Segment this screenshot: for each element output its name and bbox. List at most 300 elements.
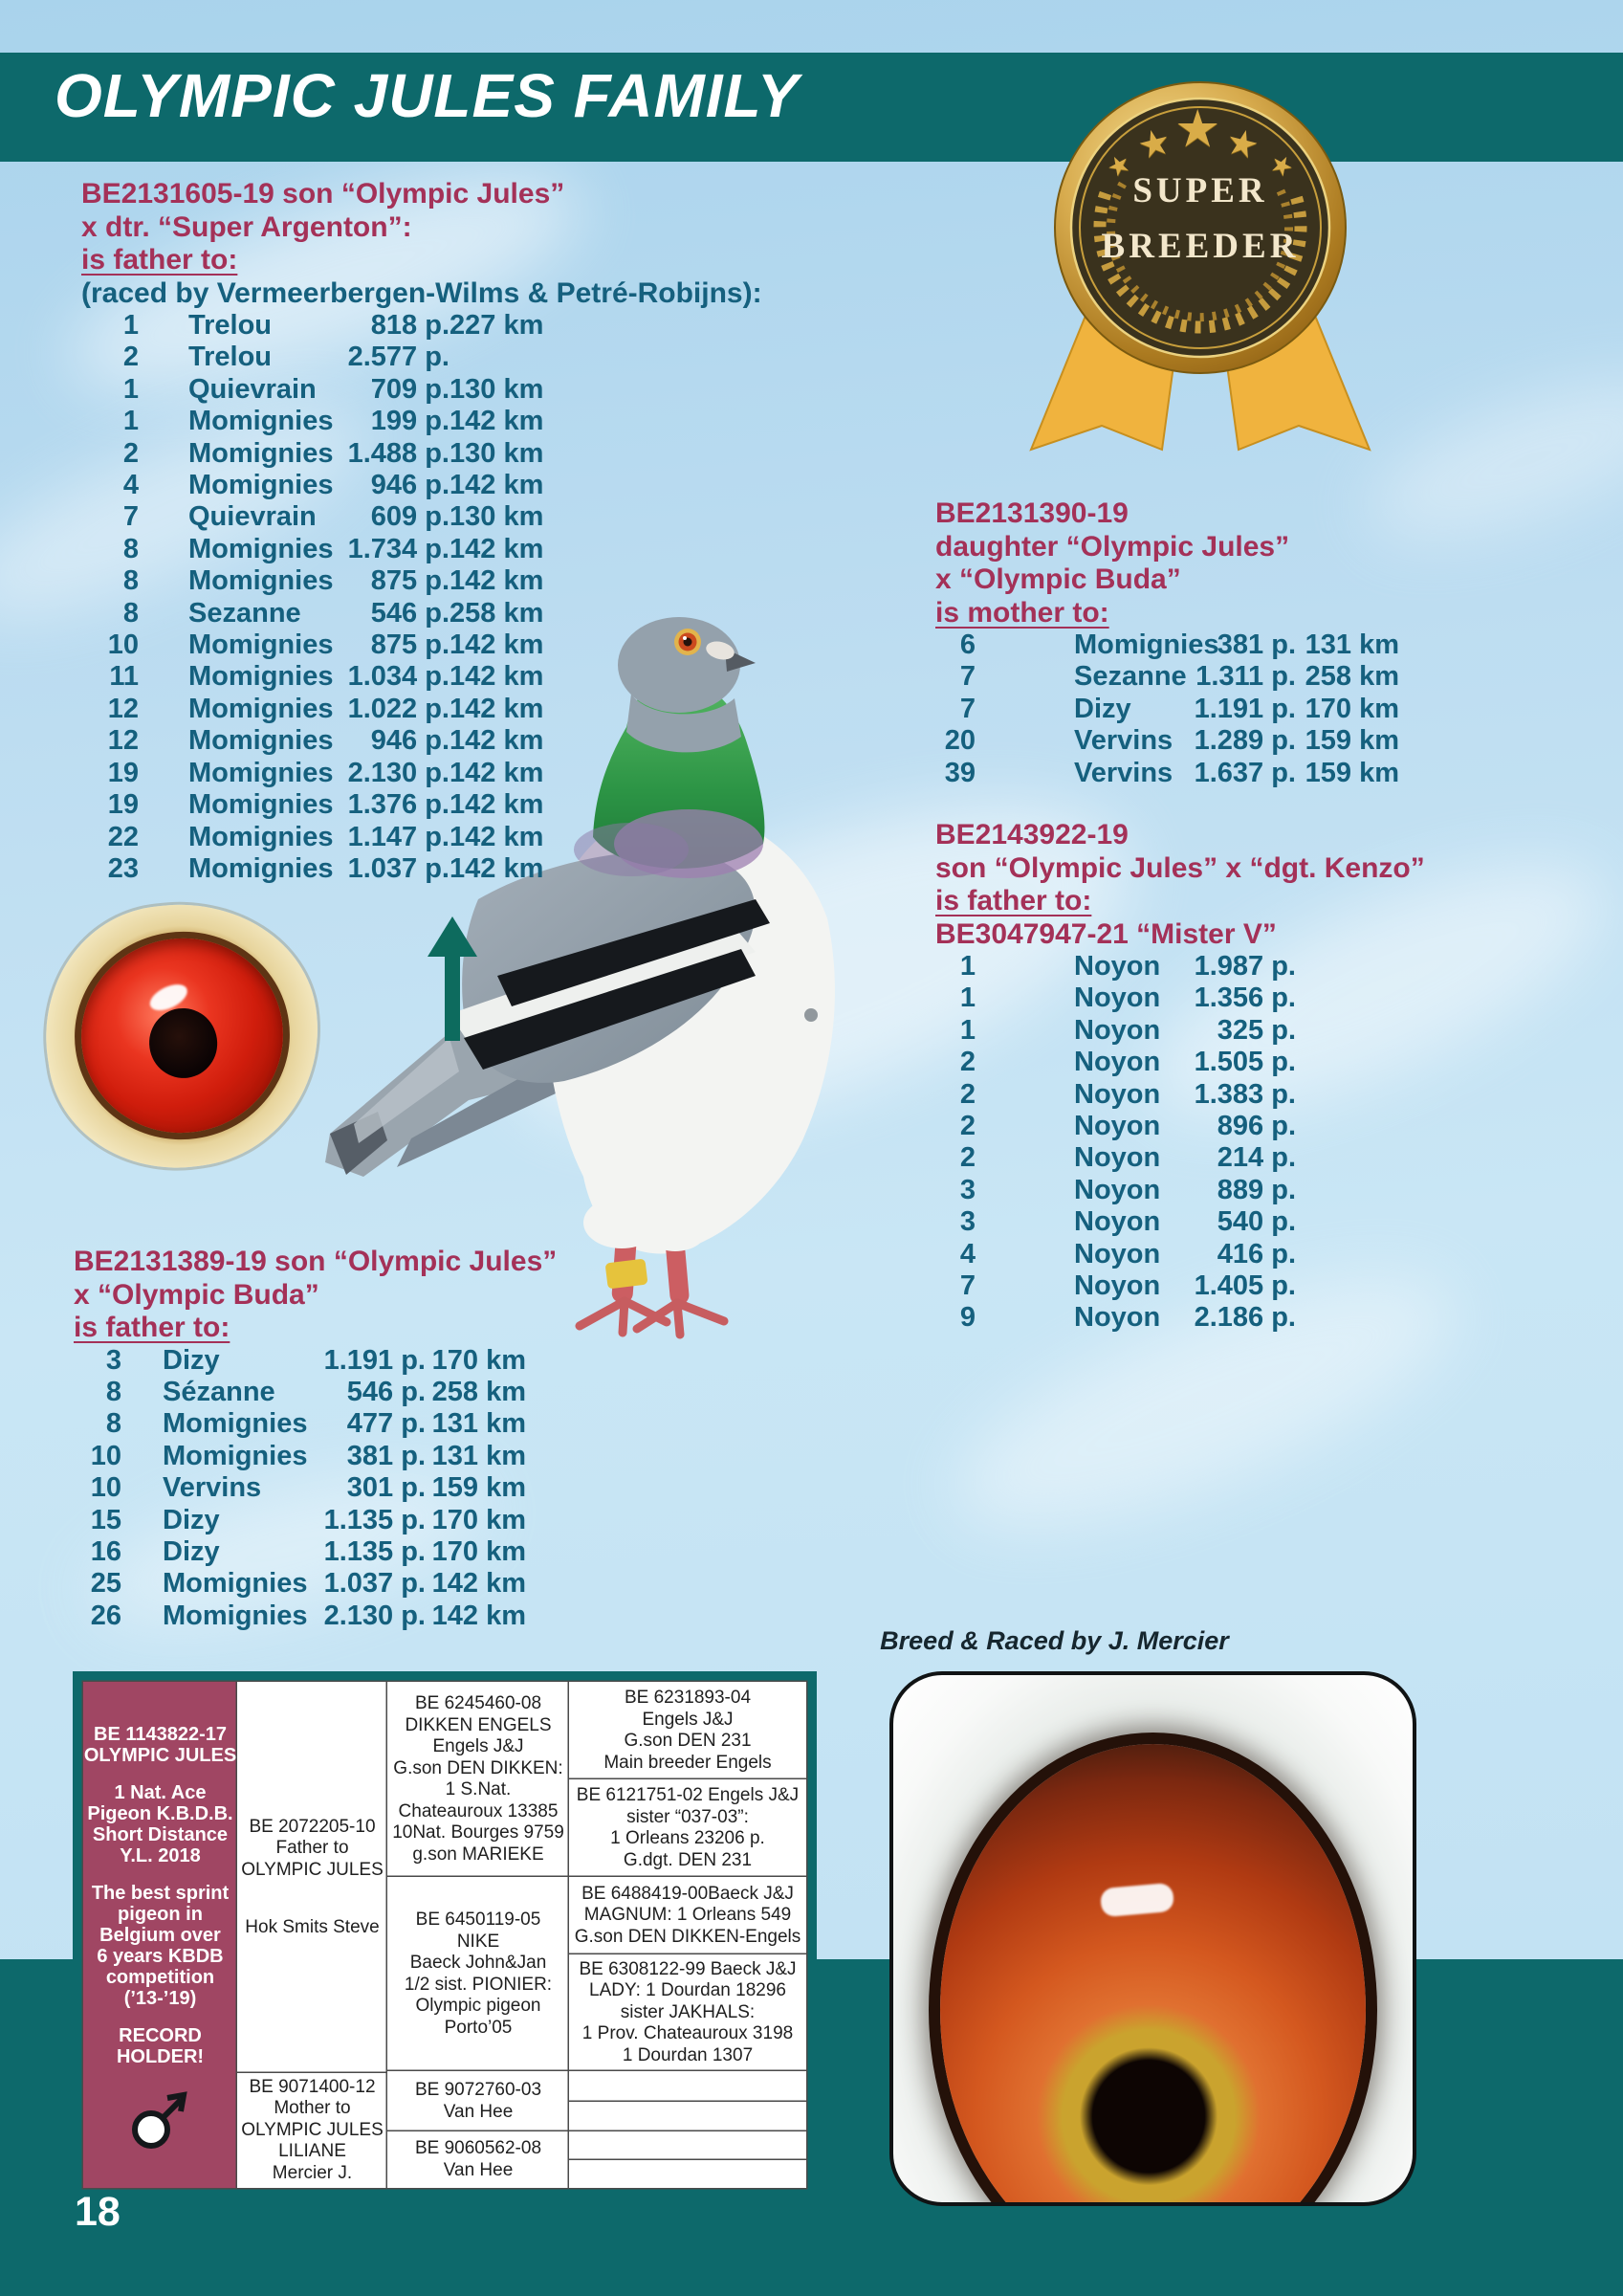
result-count: 1.135 p. (323, 1504, 426, 1535)
result-km: 170 km (431, 1344, 526, 1376)
text-line: BE 9072760-03 (414, 2080, 542, 2100)
section-title-line: x “Olympic Buda” (74, 1278, 319, 1311)
result-count: 2.577 p. (347, 342, 450, 373)
result-count: 2.130 p. (347, 757, 450, 788)
result-km: 142 km (450, 533, 544, 564)
badge-text-breeder: BREEDER (1101, 227, 1300, 266)
text-line: Main breeder Engels (603, 1752, 772, 1773)
result-rank: 2 (959, 1142, 976, 1174)
result-row (48, 822, 762, 853)
result-km: 142 km (450, 757, 544, 788)
result-rank: 19 (107, 789, 139, 821)
pigeon-eye-photo-right (889, 1671, 1416, 2206)
text-line: The best sprint (91, 1883, 230, 1904)
pedigree-table (73, 1671, 817, 2198)
subject-best-sprint (92, 1883, 229, 2009)
result-race: Quievrain (188, 373, 317, 405)
pedigree-grandsire-cell (387, 2071, 569, 2131)
result-race: Dizy (1074, 693, 1131, 724)
arrow-up-icon (428, 916, 477, 1041)
result-rank: 7 (959, 693, 976, 724)
result-count: 1.488 p. (347, 437, 450, 469)
result-row (48, 438, 762, 470)
arrow-head (428, 916, 477, 957)
star-icon: ★ (1102, 147, 1136, 184)
result-row (48, 501, 762, 533)
result-count: 1.135 p. (323, 1535, 426, 1567)
result-row (48, 1345, 557, 1377)
result-km: 142 km (450, 725, 544, 757)
result-rank: 8 (105, 1408, 121, 1440)
result-row (48, 789, 762, 821)
result-rank: 2 (122, 342, 139, 373)
result-race: Sézanne (163, 1376, 275, 1407)
section-title-line: x dtr. “Super Argenton”: (81, 210, 412, 243)
subject-ace-title (87, 1782, 232, 1866)
section-title-line: BE2131389-19 son “Olympic Jules” (74, 1246, 558, 1277)
text-line: competition (105, 1967, 215, 1988)
result-race: Noyon (1074, 1111, 1161, 1142)
pedigree-greatgrandparent-cell (569, 1779, 806, 1877)
result-km (450, 342, 543, 373)
result-rank: 2 (959, 1111, 976, 1142)
text-line: Van Hee (443, 2101, 514, 2122)
result-rank: 10 (90, 1472, 121, 1504)
result-row (913, 951, 1425, 982)
text-line: MAGNUM: 1 Orleans 549 (583, 1905, 792, 1926)
text-line: pigeon in (118, 1904, 203, 1925)
result-count: 1.289 p. (1194, 725, 1296, 757)
result-race: Momignies (188, 821, 334, 852)
result-count: 609 p. (370, 501, 450, 533)
result-rank: 8 (122, 565, 139, 597)
text-line: BE 6488419-00Baeck J&J (581, 1883, 794, 1904)
result-km: 142 km (450, 821, 544, 852)
text-line: (’13-’19) (123, 1988, 197, 2009)
result-rank: 25 (90, 1568, 121, 1600)
result-rank: 26 (90, 1600, 121, 1631)
result-row (48, 629, 762, 661)
result-row (48, 470, 762, 501)
leg-ring-band (605, 1259, 648, 1290)
arrow-shaft (445, 953, 460, 1041)
result-race: Momignies (1074, 629, 1219, 660)
result-row (913, 725, 1399, 757)
text-line: Father to (275, 1838, 349, 1858)
result-rank: 7 (959, 1270, 976, 1302)
result-km: 130 km (450, 373, 544, 405)
result-race: Vervins (163, 1472, 262, 1504)
section-be2131390 (913, 497, 1399, 789)
result-km: 131 km (431, 1408, 526, 1440)
text-line: BE 6121751-02 Engels J&J (576, 1785, 800, 1805)
star-icon: ★ (1133, 121, 1175, 168)
result-row (48, 1568, 557, 1600)
result-count: 889 p. (1217, 1174, 1296, 1205)
greatgrandparent-text (603, 1688, 771, 1774)
result-row (48, 565, 762, 597)
result-count: 381 p. (1217, 629, 1296, 660)
text-line: 1 Dourdan 1307 (622, 2044, 754, 2065)
pedigree-empty-cell (569, 2071, 806, 2102)
text-line: g.son MARIEKE (412, 1843, 544, 1865)
result-race: Vervins (1074, 757, 1173, 788)
result-row (913, 1270, 1425, 1302)
text-line: BE 9071400-12 (249, 2076, 376, 2097)
result-race: Dizy (163, 1504, 220, 1535)
grandsire-text (392, 1693, 564, 1866)
result-race: Noyon (1074, 1174, 1161, 1205)
result-row (913, 694, 1399, 725)
result-rank: 9 (959, 1302, 976, 1334)
result-km: 159 km (1305, 725, 1399, 757)
pedigree-granddam-cell (387, 2131, 569, 2188)
result-race: Noyon (1074, 1014, 1161, 1046)
result-rank: 7 (959, 661, 976, 693)
eye-iris (69, 925, 296, 1146)
result-race: Momignies (163, 1440, 308, 1471)
eye-pupil (144, 1004, 222, 1083)
star-icon: ★ (1221, 121, 1263, 168)
result-rank: 22 (107, 821, 139, 852)
result-km: 131 km (431, 1440, 526, 1471)
result-count: 477 p. (346, 1408, 426, 1440)
result-rank: 1 (122, 406, 139, 437)
result-rank: 1 (959, 951, 976, 982)
result-count: 214 p. (1217, 1142, 1296, 1174)
result-rank: 20 (944, 725, 976, 757)
credit-text: Breed & Raced by J. Mercier (880, 1626, 1229, 1655)
result-row (913, 661, 1399, 693)
grandsire-text (415, 2080, 541, 2123)
granddam-text (405, 1910, 552, 2039)
result-km: 170 km (1305, 693, 1399, 724)
text-line: G.son DEN DIKKEN: (393, 1757, 563, 1778)
section-title-line: BE2143922-19 (935, 819, 1129, 850)
pedigree-granddam-cell (387, 1877, 569, 2071)
greatgrandparent-text (579, 1959, 796, 2067)
text-line: sister “037-03”: (626, 1806, 749, 1827)
result-km: 142 km (450, 789, 544, 821)
result-row (913, 1142, 1425, 1174)
result-count: 1.191 p. (1194, 693, 1296, 724)
text-line: NIKE (456, 1931, 500, 1952)
granddam-text (415, 2138, 541, 2181)
result-rank: 7 (122, 501, 139, 533)
result-rank: 4 (959, 1238, 976, 1269)
section-title-line: is father to: (81, 244, 238, 276)
result-race: Dizy (163, 1535, 220, 1567)
result-count: 1.034 p. (347, 661, 450, 693)
result-rank: 39 (944, 757, 976, 788)
result-row (913, 1206, 1425, 1238)
subject-id (84, 1724, 236, 1766)
text-line: Belgium over (99, 1925, 221, 1946)
result-row (913, 1175, 1425, 1206)
section-title-line: x “Olympic Buda” (935, 563, 1181, 595)
result-km: 170 km (431, 1535, 526, 1567)
result-count: 1.356 p. (1194, 982, 1296, 1014)
result-rank: 23 (107, 852, 139, 884)
pigeon-feet (580, 1301, 724, 1335)
pedigree-greatgrandparent-cell (569, 1954, 806, 2071)
result-race: Momignies (188, 725, 334, 757)
result-race: Dizy (163, 1344, 220, 1376)
result-count: 1.734 p. (347, 533, 450, 564)
result-race: Noyon (1074, 951, 1161, 982)
result-km: 142 km (450, 693, 544, 724)
result-count: 1.405 p. (1194, 1270, 1296, 1302)
result-race: Momignies (188, 629, 334, 661)
result-count: 896 p. (1217, 1111, 1296, 1142)
result-count: 1.376 p. (347, 789, 450, 821)
text-line: BE 6450119-05 (415, 1910, 541, 1930)
result-count: 1.505 p. (1194, 1047, 1296, 1078)
text-line: BE 6245460-08 (414, 1693, 542, 1713)
result-count: 709 p. (370, 373, 450, 405)
result-count: 381 p. (346, 1440, 426, 1471)
result-race: Trelou (188, 310, 273, 341)
result-count: 416 p. (1217, 1238, 1296, 1269)
text-line: BE 1143822-17 (94, 1724, 228, 1745)
result-count: 2.130 p. (323, 1600, 426, 1631)
text-line: sister JAKHALS: (620, 2001, 756, 2022)
result-row (913, 1302, 1425, 1334)
result-count: 546 p. (370, 597, 450, 629)
text-line: G.son DEN DIKKEN-Engels (574, 1926, 801, 1947)
text-line: Van Hee (443, 2159, 514, 2180)
section-be2131389 (48, 1246, 557, 1632)
result-row (48, 1377, 557, 1408)
result-rank: 3 (959, 1206, 976, 1238)
result-km: 142 km (450, 470, 544, 501)
super-breeder-badge (1023, 67, 1377, 459)
result-row (48, 1536, 557, 1568)
result-km: 130 km (450, 501, 544, 533)
header-banner (0, 53, 1623, 162)
result-rank: 8 (122, 597, 139, 629)
pedigree-subject-cell (83, 1682, 237, 2188)
male-icon (125, 2089, 196, 2152)
text-line: OLYMPIC JULES (83, 1745, 237, 1766)
result-race: Momignies (188, 757, 334, 788)
text-line: 1 Prov. Chateauroux 3198 (581, 2023, 794, 2044)
text-line: Baeck John&Jan (409, 1953, 547, 1973)
results-list (913, 951, 1425, 1335)
page-number: 18 (75, 2189, 121, 2235)
result-race: Sezanne (1074, 661, 1187, 693)
pedigree-father-cell (237, 1682, 387, 2073)
text-line: G.dgt. DEN 231 (623, 1849, 753, 1870)
result-count: 1.037 p. (347, 852, 450, 884)
text-line: Porto’05 (444, 2017, 513, 2038)
text-line: Pigeon K.B.D.B. (87, 1803, 233, 1824)
result-row (48, 534, 762, 565)
result-rank: 1 (959, 1014, 976, 1046)
result-count: 1.022 p. (347, 693, 450, 724)
result-count: 325 p. (1217, 1014, 1296, 1046)
text-line: OLYMPIC JULES (241, 2119, 384, 2140)
section-title-line: is mother to: (935, 596, 1109, 629)
text-line: RECORD (119, 2025, 202, 2046)
result-row (48, 406, 762, 437)
text-line: 1 Orleans 23206 p. (610, 1828, 765, 1848)
text-line: 1/2 sist. PIONIER: (404, 1974, 553, 1995)
result-race: Noyon (1074, 1302, 1161, 1334)
result-count: 199 p. (370, 406, 450, 437)
result-count: 540 p. (1217, 1206, 1296, 1238)
result-km: 131 km (1305, 629, 1399, 660)
result-row (48, 853, 762, 885)
text-line: LILIANE (278, 2141, 346, 2162)
result-rank: 3 (959, 1174, 976, 1205)
star-icon: ★ (1174, 100, 1221, 158)
result-row (913, 758, 1399, 789)
result-km: 258 km (431, 1376, 526, 1407)
star-icon: ★ (1264, 147, 1300, 184)
result-km: 130 km (450, 437, 544, 469)
result-race: Momignies (188, 789, 334, 821)
text-line: BE 6308122-99 Baeck J&J (579, 1958, 797, 1979)
text-line: BE 6231893-04 (624, 1688, 752, 1708)
text-line: HOLDER! (116, 2046, 205, 2067)
text-line: BE 2072205-10 (249, 1816, 376, 1837)
result-rank: 16 (90, 1535, 121, 1567)
text-line: 1 Nat. Ace (114, 1782, 207, 1803)
result-row (48, 1441, 557, 1472)
section-title-line: is father to: (935, 885, 1092, 916)
result-race: Momignies (188, 565, 334, 597)
pedigree-grandsire-cell (387, 1682, 569, 1877)
result-rank: 10 (107, 629, 139, 661)
page-title: OLYMPIC JULES FAMILY (55, 61, 800, 130)
text-line: OLYMPIC JULES (241, 1859, 384, 1880)
result-km: 142 km (450, 629, 544, 661)
result-row (913, 1047, 1425, 1078)
result-race: Trelou (188, 342, 273, 373)
result-rank: 4 (122, 470, 139, 501)
greatgrandparent-text (577, 1785, 799, 1871)
result-km: 142 km (450, 565, 544, 597)
result-row (913, 1079, 1425, 1111)
result-rank: 2 (122, 437, 139, 469)
result-race: Momignies (188, 437, 334, 469)
result-km: 142 km (450, 406, 544, 437)
pedigree-greatgrandparent-cell (569, 1682, 806, 1779)
result-km: 142 km (431, 1600, 526, 1631)
subject-record (117, 2025, 204, 2067)
result-km: 258 km (1305, 661, 1399, 693)
result-row (48, 661, 762, 693)
section-be2143922 (913, 819, 1425, 1335)
result-race: Momignies (188, 533, 334, 564)
section-title-line: BE3047947-21 “Mister V” (935, 917, 1277, 950)
section-title-line: son “Olympic Jules” x “dgt. Kenzo” (935, 851, 1425, 884)
result-row (48, 1505, 557, 1536)
pigeon-eye-photo-left (29, 887, 335, 1185)
text-line: Mercier J. (272, 2162, 353, 2183)
result-rank: 11 (109, 661, 139, 693)
text-line: BE 9060562-08 (414, 2138, 542, 2158)
pedigree-empty-cell (569, 2102, 806, 2131)
result-count: 1.037 p. (323, 1568, 426, 1600)
result-race: Momignies (188, 661, 334, 693)
result-race: Vervins (1074, 725, 1173, 757)
result-count: 946 p. (370, 725, 450, 757)
result-row (48, 598, 762, 629)
result-row (48, 1601, 557, 1632)
result-row (913, 1239, 1425, 1270)
pedigree-mother-cell (237, 2073, 387, 2188)
text-line: LADY: 1 Dourdan 18296 (589, 1980, 786, 2001)
result-km: 258 km (450, 597, 544, 629)
result-race: Momignies (163, 1568, 308, 1600)
result-rank: 1 (122, 310, 139, 341)
text-line: Y.L. 2018 (120, 1845, 201, 1866)
results-list (48, 310, 762, 885)
result-count: 2.186 p. (1194, 1302, 1296, 1334)
results-list (913, 629, 1399, 789)
text-line: 1 S.Nat. (445, 1779, 512, 1799)
result-rank: 3 (105, 1344, 121, 1376)
result-count: 875 p. (370, 629, 450, 661)
result-count: 301 p. (346, 1472, 426, 1504)
result-count: 1.147 p. (347, 821, 450, 852)
section-be2131605 (48, 178, 762, 885)
text-line: Engels J&J (432, 1736, 524, 1756)
result-row (48, 1472, 557, 1504)
text-line: Mother to (274, 2098, 351, 2119)
result-rank: 2 (959, 1078, 976, 1110)
eye-iris (940, 1744, 1366, 2206)
result-row (913, 629, 1399, 661)
result-rank: 10 (90, 1440, 121, 1471)
result-rank: 12 (107, 693, 139, 724)
result-rank: 2 (959, 1047, 976, 1078)
text-line: Engels J&J (642, 1709, 734, 1730)
result-row (48, 758, 762, 789)
father-loft: Hok Smits Steve (245, 1917, 380, 1937)
result-race: Momignies (188, 406, 334, 437)
result-race: Momignies (188, 693, 334, 724)
text-line: G.son DEN 231 (624, 1731, 752, 1751)
result-km: 142 km (431, 1568, 526, 1600)
result-rank: 19 (107, 757, 139, 788)
result-count: 946 p. (370, 470, 450, 501)
badge-text-super: SUPER (1132, 171, 1268, 210)
text-line: 6 years KBDB (97, 1946, 224, 1967)
result-row (48, 342, 762, 373)
result-km: 170 km (431, 1504, 526, 1535)
section-title-line: is father to: (74, 1312, 230, 1343)
result-km: 159 km (1305, 757, 1399, 788)
result-rank: 8 (122, 533, 139, 564)
result-km: 142 km (450, 852, 544, 884)
result-race: Noyon (1074, 1078, 1161, 1110)
result-row (48, 374, 762, 406)
result-count: 875 p. (370, 565, 450, 597)
result-race: Momignies (163, 1600, 308, 1631)
result-race: Noyon (1074, 1047, 1161, 1078)
result-race: Quievrain (188, 501, 317, 533)
result-rank: 15 (90, 1504, 121, 1535)
result-row (48, 1408, 557, 1440)
greatgrandparent-text (575, 1884, 801, 1949)
pedigree-greatgrandparent-cell (569, 1877, 806, 1954)
mother-id (241, 2077, 384, 2185)
result-race: Noyon (1074, 1206, 1161, 1238)
result-row (48, 725, 762, 757)
